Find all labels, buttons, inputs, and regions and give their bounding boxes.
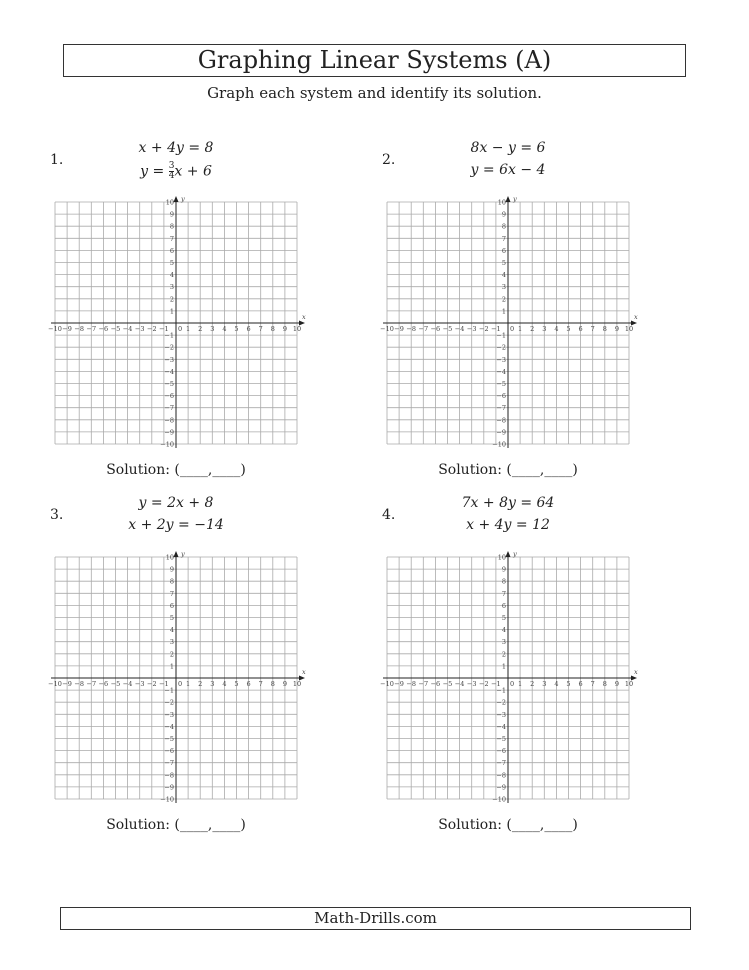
y-tick-label: −6 xyxy=(164,747,174,756)
y-tick-label: −6 xyxy=(496,392,506,401)
y-tick-label: 1 xyxy=(169,662,174,671)
x-tick-label: 3 xyxy=(542,680,547,688)
y-axis-arrow-icon xyxy=(506,196,511,202)
y-tick-label: 1 xyxy=(501,307,506,316)
fraction-denominator: 4 xyxy=(168,171,175,181)
y-tick-label: 4 xyxy=(501,271,506,280)
equation-2 xyxy=(76,162,276,181)
y-tick-label: −5 xyxy=(496,380,506,388)
origin-tick-label: 0 xyxy=(510,325,515,333)
y-tick-label: 3 xyxy=(169,638,174,647)
y-tick-label: −4 xyxy=(496,367,506,376)
y-tick-label: −2 xyxy=(496,343,506,352)
x-tick-label: 5 xyxy=(566,325,571,333)
worksheet-title: Graphing Linear Systems (A) xyxy=(63,44,686,77)
x-tick-label: 6 xyxy=(578,680,583,688)
y-tick-label: 4 xyxy=(169,626,174,635)
x-axis-label: x xyxy=(302,668,306,676)
y-tick-label: −2 xyxy=(496,698,506,707)
x-tick-label: −7 xyxy=(86,325,97,333)
y-tick-label: 2 xyxy=(501,650,506,659)
y-tick-label: 4 xyxy=(501,626,506,635)
x-tick-label: 1 xyxy=(186,680,191,688)
problem-2 xyxy=(372,140,692,480)
y-axis-label: y xyxy=(513,550,517,558)
x-tick-label: −7 xyxy=(86,680,97,688)
equation-2: x + 4y = 12 xyxy=(466,517,550,533)
y-tick-label: −2 xyxy=(164,698,174,707)
y-tick-label: −9 xyxy=(164,428,174,437)
x-tick-label: −8 xyxy=(406,325,416,333)
x-tick-label: −5 xyxy=(110,680,121,688)
y-tick-label: −3 xyxy=(496,355,506,364)
x-tick-label: −5 xyxy=(442,325,453,333)
x-tick-label: −4 xyxy=(122,680,133,688)
x-tick-label: −2 xyxy=(479,325,489,333)
x-tick-label: −9 xyxy=(394,680,404,688)
x-tick-label: 1 xyxy=(186,325,191,333)
y-tick-label: −5 xyxy=(164,380,174,388)
y-tick-label: 8 xyxy=(501,222,506,231)
y-tick-label: 6 xyxy=(169,601,174,610)
coordinate-grid[interactable] xyxy=(40,194,315,454)
instructions: Graph each system and identify its solution. xyxy=(207,84,542,102)
y-tick-label: 10 xyxy=(165,553,174,562)
x-tick-label: −1 xyxy=(491,680,501,688)
y-tick-label: 8 xyxy=(501,577,506,586)
x-tick-label: 4 xyxy=(554,325,559,333)
y-tick-label: −4 xyxy=(164,367,174,376)
x-tick-label: −1 xyxy=(491,325,501,333)
equation-1: 7x + 8y = 64 xyxy=(461,495,555,511)
y-tick-label: 7 xyxy=(169,589,174,598)
y-tick-label: 3 xyxy=(501,638,506,647)
y-tick-label: −3 xyxy=(496,710,506,719)
y-tick-label: −10 xyxy=(492,795,506,804)
x-tick-label: 6 xyxy=(578,325,583,333)
y-tick-label: 5 xyxy=(501,614,506,622)
x-tick-label: −4 xyxy=(122,325,133,333)
y-tick-label: 5 xyxy=(169,259,174,267)
y-tick-label: 10 xyxy=(165,198,174,207)
y-tick-label: 10 xyxy=(497,198,506,207)
x-tick-label: 9 xyxy=(614,680,619,688)
x-tick-label: −1 xyxy=(159,680,169,688)
problem-4 xyxy=(372,495,692,835)
x-tick-label: 4 xyxy=(222,325,227,333)
eq-suffix: x + 6 xyxy=(174,163,212,180)
y-tick-label: 7 xyxy=(501,234,506,243)
x-tick-label: 7 xyxy=(590,325,595,333)
x-tick-label: −7 xyxy=(418,325,429,333)
x-tick-label: −2 xyxy=(147,680,157,688)
y-tick-label: 1 xyxy=(169,307,174,316)
fraction-numerator: 3 xyxy=(168,161,175,171)
y-tick-label: 4 xyxy=(169,271,174,280)
problem-3 xyxy=(40,495,360,835)
footer-site: Math-Drills.com xyxy=(60,907,691,930)
x-tick-label: 8 xyxy=(602,680,607,688)
x-tick-label: 6 xyxy=(246,680,251,688)
x-tick-label: 1 xyxy=(518,680,523,688)
y-axis-label: y xyxy=(513,195,517,203)
problem-1 xyxy=(40,140,360,480)
y-tick-label: −8 xyxy=(496,416,506,425)
y-tick-label: −8 xyxy=(496,771,506,780)
x-tick-label: 5 xyxy=(234,325,239,333)
y-tick-label: −5 xyxy=(496,735,506,743)
x-tick-label: −2 xyxy=(479,680,489,688)
y-tick-label: −3 xyxy=(164,355,174,364)
y-tick-label: −9 xyxy=(496,783,506,792)
solution-blank[interactable]: Solution: (____,____) xyxy=(106,817,246,833)
x-tick-label: 2 xyxy=(198,325,203,333)
x-tick-label: −2 xyxy=(147,325,157,333)
equation-1: y = 2x + 8 xyxy=(138,495,214,511)
x-tick-label: −6 xyxy=(430,680,441,688)
y-tick-label: −7 xyxy=(164,759,174,768)
y-tick-label: 6 xyxy=(501,601,506,610)
problem-number: 2. xyxy=(382,152,396,168)
y-tick-label: 9 xyxy=(501,210,506,219)
y-tick-label: 7 xyxy=(501,589,506,598)
x-tick-label: −10 xyxy=(48,325,62,333)
x-tick-label: −5 xyxy=(442,680,453,688)
x-tick-label: 8 xyxy=(602,325,607,333)
x-tick-label: 8 xyxy=(270,325,275,333)
y-tick-label: −8 xyxy=(164,771,174,780)
solution-blank[interactable]: Solution: (____,____) xyxy=(438,462,578,478)
problem-number: 3. xyxy=(50,507,64,523)
x-tick-label: −5 xyxy=(110,325,121,333)
y-tick-label: −6 xyxy=(164,392,174,401)
y-tick-label: −10 xyxy=(492,440,506,449)
y-axis-arrow-icon xyxy=(174,551,179,557)
equation-1: x + 4y = 8 xyxy=(138,140,214,156)
x-tick-label: 3 xyxy=(542,325,547,333)
x-tick-label: −9 xyxy=(62,680,72,688)
solution-blank[interactable]: Solution: (____,____) xyxy=(106,462,246,478)
y-tick-label: −9 xyxy=(496,428,506,437)
x-tick-label: 2 xyxy=(530,325,535,333)
equation-2: x + 2y = −14 xyxy=(128,517,224,533)
y-tick-label: −4 xyxy=(496,722,506,731)
y-tick-label: 10 xyxy=(497,553,506,562)
y-tick-label: −6 xyxy=(496,747,506,756)
x-tick-label: −6 xyxy=(430,325,441,333)
y-tick-label: −10 xyxy=(160,795,174,804)
x-tick-label: 9 xyxy=(282,680,287,688)
x-tick-label: 4 xyxy=(222,680,227,688)
x-tick-label: −7 xyxy=(418,680,429,688)
problem-number: 1. xyxy=(50,152,64,168)
x-tick-label: 5 xyxy=(234,680,239,688)
x-tick-label: −4 xyxy=(454,325,465,333)
x-tick-label: 8 xyxy=(270,680,275,688)
coordinate-grid[interactable] xyxy=(40,549,315,809)
x-tick-label: 7 xyxy=(590,680,595,688)
y-tick-label: 7 xyxy=(169,234,174,243)
y-tick-label: 9 xyxy=(169,565,174,574)
y-tick-label: 5 xyxy=(169,614,174,622)
problem-number: 4. xyxy=(382,507,396,523)
eq-prefix: y = xyxy=(140,163,169,180)
y-tick-label: −7 xyxy=(496,759,506,768)
y-axis-arrow-icon xyxy=(174,196,179,202)
y-tick-label: 8 xyxy=(169,577,174,586)
x-tick-label: −3 xyxy=(466,325,477,333)
y-tick-label: 3 xyxy=(501,283,506,292)
y-tick-label: 9 xyxy=(501,565,506,574)
x-axis-label: x xyxy=(302,313,306,321)
x-tick-label: −8 xyxy=(406,680,416,688)
x-tick-label: 3 xyxy=(210,680,215,688)
x-tick-label: 9 xyxy=(614,325,619,333)
x-tick-label: 3 xyxy=(210,325,215,333)
y-tick-label: −2 xyxy=(164,343,174,352)
origin-tick-label: 0 xyxy=(178,325,183,333)
x-tick-label: −4 xyxy=(454,680,465,688)
x-tick-label: 7 xyxy=(258,325,263,333)
y-tick-label: 6 xyxy=(169,246,174,255)
solution-blank[interactable]: Solution: (____,____) xyxy=(438,817,578,833)
y-tick-label: −1 xyxy=(496,686,506,695)
x-tick-label: 4 xyxy=(554,680,559,688)
x-tick-label: −6 xyxy=(98,325,109,333)
y-axis-arrow-icon xyxy=(506,551,511,557)
x-tick-label: −10 xyxy=(380,680,394,688)
y-tick-label: −8 xyxy=(164,416,174,425)
x-tick-label: −9 xyxy=(394,325,404,333)
y-tick-label: −9 xyxy=(164,783,174,792)
x-tick-label: 10 xyxy=(624,325,634,333)
y-tick-label: −10 xyxy=(160,440,174,449)
x-axis-label: x xyxy=(634,313,638,321)
y-tick-label: −7 xyxy=(496,404,506,413)
x-tick-label: 10 xyxy=(292,325,302,333)
x-tick-label: −3 xyxy=(134,680,145,688)
y-tick-label: −1 xyxy=(496,331,506,340)
x-tick-label: 9 xyxy=(282,325,287,333)
equation-1: 8x − y = 6 xyxy=(470,140,546,156)
y-tick-label: 1 xyxy=(501,662,506,671)
y-tick-label: 2 xyxy=(169,295,174,304)
y-axis-label: y xyxy=(181,550,185,558)
x-tick-label: 5 xyxy=(566,680,571,688)
x-tick-label: −10 xyxy=(380,325,394,333)
x-tick-label: −8 xyxy=(74,680,84,688)
x-tick-label: 10 xyxy=(624,680,634,688)
x-tick-label: −3 xyxy=(466,680,477,688)
y-tick-label: 5 xyxy=(501,259,506,267)
x-tick-label: −3 xyxy=(134,325,145,333)
x-tick-label: 7 xyxy=(258,680,263,688)
x-axis-label: x xyxy=(634,668,638,676)
x-tick-label: 10 xyxy=(292,680,302,688)
x-tick-label: 1 xyxy=(518,325,523,333)
y-tick-label: 2 xyxy=(169,650,174,659)
x-tick-label: −8 xyxy=(74,325,84,333)
x-tick-label: −9 xyxy=(62,325,72,333)
origin-tick-label: 0 xyxy=(510,680,515,688)
y-tick-label: −7 xyxy=(164,404,174,413)
x-tick-label: −1 xyxy=(159,325,169,333)
y-axis-label: y xyxy=(181,195,185,203)
y-tick-label: −3 xyxy=(164,710,174,719)
coordinate-grid[interactable] xyxy=(372,194,647,454)
origin-tick-label: 0 xyxy=(178,680,183,688)
y-tick-label: −1 xyxy=(164,331,174,340)
x-tick-label: 2 xyxy=(530,680,535,688)
y-tick-label: 8 xyxy=(169,222,174,231)
y-tick-label: 3 xyxy=(169,283,174,292)
y-tick-label: −4 xyxy=(164,722,174,731)
y-tick-label: 2 xyxy=(501,295,506,304)
x-tick-label: −6 xyxy=(98,680,109,688)
x-tick-label: 2 xyxy=(198,680,203,688)
y-tick-label: 6 xyxy=(501,246,506,255)
y-tick-label: 9 xyxy=(169,210,174,219)
y-tick-label: −1 xyxy=(164,686,174,695)
coordinate-grid[interactable] xyxy=(372,549,647,809)
y-tick-label: −5 xyxy=(164,735,174,743)
equation-2: y = 6x − 4 xyxy=(470,162,546,178)
x-tick-label: 6 xyxy=(246,325,251,333)
x-tick-label: −10 xyxy=(48,680,62,688)
